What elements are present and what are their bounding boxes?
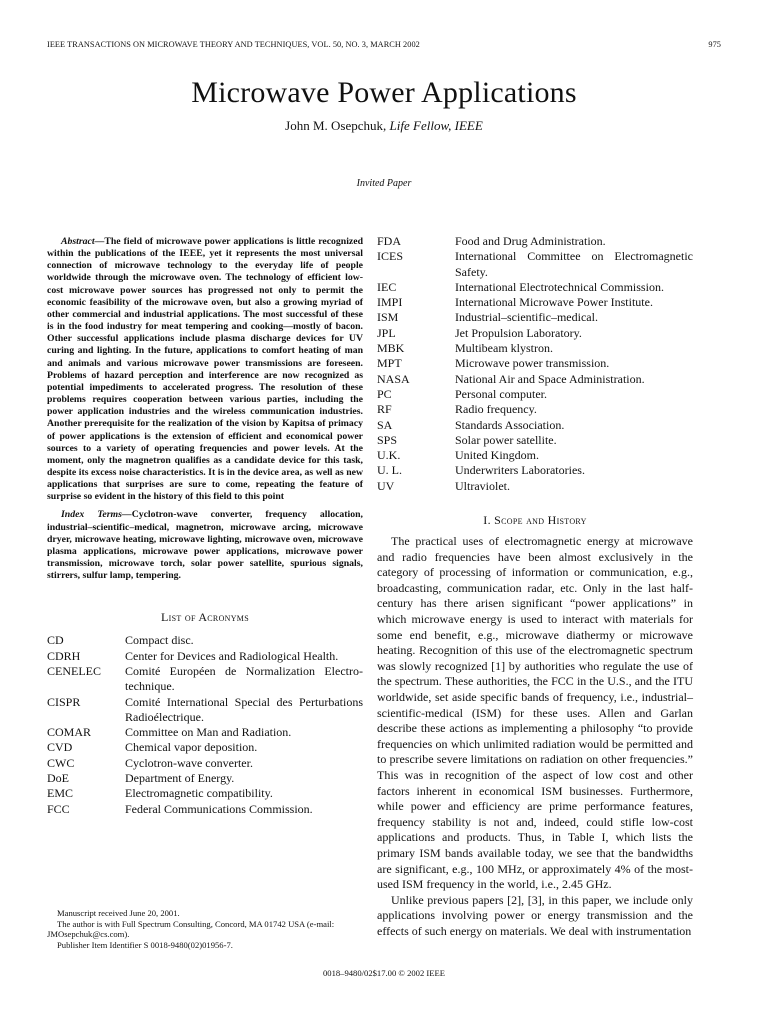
- acronym-row: [47, 786, 363, 801]
- acronym-definition: International Electrotechnical Commission.: [455, 279, 664, 294]
- acronym-abbr: FDA: [377, 234, 402, 248]
- acronym-row: [47, 633, 363, 648]
- acronym-abbr: DoE: [47, 771, 69, 786]
- acronym-definition: International Committee on Electromagnetic Safety.: [455, 249, 693, 279]
- acronym-definition: United Kingdom.: [455, 448, 539, 463]
- acronym-definition: Chemical vapor deposition.: [125, 740, 258, 755]
- acronym-definition: Comité Européen de Normalization Electro-technique.: [125, 663, 363, 694]
- acronym-row: [47, 771, 363, 786]
- page-number: 975: [708, 40, 721, 49]
- copyright-footer: 0018–9480/02$17.00 © 2002 IEEE: [322, 968, 446, 978]
- author-line: [0, 118, 768, 134]
- acronym-row: [377, 433, 693, 448]
- acronym-abbr: ICES: [377, 249, 404, 264]
- acronym-abbr: CVD: [47, 740, 73, 755]
- acronym-row: [47, 802, 363, 817]
- acronym-abbr: U. L.: [377, 463, 402, 478]
- acronym-row: [377, 326, 693, 341]
- acronym-row: [377, 402, 693, 417]
- acronym-abbr: U.K.: [377, 448, 401, 463]
- acronym-abbr: CDRH: [47, 648, 81, 663]
- paper-title: Microwave Power Applications: [191, 76, 577, 109]
- acronym-abbr: CENELEC: [47, 663, 101, 678]
- acronym-abbr: FCC: [47, 801, 70, 816]
- acronym-abbr: ISM: [377, 310, 399, 325]
- acronym-abbr: IEC: [377, 279, 397, 294]
- section-heading: I. Scope and History: [483, 513, 587, 528]
- acronym-definition: Cyclotron-wave converter.: [125, 755, 253, 770]
- right-column: [377, 234, 693, 939]
- acronym-row: [47, 649, 363, 664]
- acronym-definition: Radio frequency.: [455, 402, 537, 417]
- acronym-row: [377, 356, 693, 371]
- acronym-row: [377, 387, 693, 402]
- acronym-abbr: UV: [377, 478, 395, 493]
- acronym-definition: Comité International Special des Perturbations Radioélectrique.: [125, 694, 363, 724]
- acronym-row: [377, 341, 693, 356]
- author-name: John M. Osepchuk,: [285, 118, 387, 133]
- acronym-abbr: CISPR: [47, 694, 81, 709]
- acronym-definition: Standards Association.: [455, 417, 565, 432]
- acronym-row: [377, 310, 693, 325]
- acronym-abbr: JPL: [377, 325, 396, 340]
- acronym-abbr: NASA: [377, 371, 410, 386]
- abstract-text: The field of microwave power applications is little recognized within the publications of the IEEE, yet it represents the most universal connection of microwave technology to the everyday life of people worldwide through the microwave oven. The technology of efficient low-cost microwave power sources has progressed not only to permit the economic feasibility of the microwave oven, but also a growing myriad of other commercial and industrial applications. The most successful of these is in the food industry for meat tempering and cooking—mostly of bacon. Other successful applications include plasma discharge devices for UV curing and lighting. In the future, applications to comfort heating of man and animals and various microwave power transmissions are foreseen. Problems of hazard perception and interference are now recognized as potential impediments to accelerated progress. The resolution of these problems requires cooperation between various parties, including the power application industries and the wireless communication industries. Another prerequisite for the realization of the vision by Kapitsa of primacy of power applications is the extension of efficient and economical power sources to a variety of operating frequencies and power levels. At the moment, only the magnetron qualifies as a candidate device for this task, despite its excess noise characteristics. It is in the device area, as well as new applications that surprises are sure to come, repeating the feature of surprise so evident in the history of this field to this point: [47, 236, 363, 503]
- acronym-abbr: CD: [47, 633, 64, 648]
- acronym-definition: Committee on Man and Radiation.: [125, 725, 292, 740]
- acronym-row: [47, 756, 363, 771]
- acronym-definition: Food and Drug Administration.: [455, 234, 606, 248]
- acronym-definition: Industrial–scientific–medical.: [455, 310, 598, 325]
- running-head: [47, 40, 721, 49]
- footnote: [47, 908, 363, 950]
- index-terms-text: Cyclotron-wave converter, frequency allocation, industrial–scientific–medical, magnetron, microwave arcing, microwave dryer, microwave heating, microwave lighting, microwave oven, microwave plasma applications, microwave power applications, microwave power transmission, microwave torch, solar power satellite, spurious signals, stirrers, sulfur lamp, tempering.: [47, 509, 363, 582]
- abstract-label: Abstract—: [61, 236, 105, 247]
- body-paragraph-2: Unlike previous papers [2], [3], in this paper, we include only applications involving power or energy transmission and the effects of such energy on materials. We deal with instrumentation: [377, 892, 693, 938]
- acronym-abbr: MPT: [377, 356, 402, 371]
- acronym-abbr: RF: [377, 402, 392, 417]
- acronym-definition: Solar power satellite.: [455, 432, 557, 447]
- acronym-list-right: [377, 234, 693, 494]
- footnote-line: The author is with Full Spectrum Consulting, Concord, MA 01742 USA (e-mail: JMOsepchuk@cs.com).: [47, 918, 335, 940]
- acronym-abbr: COMAR: [47, 725, 92, 740]
- acronym-definition: Compact disc.: [125, 633, 194, 648]
- acronym-definition: Jet Propulsion Laboratory.: [455, 325, 582, 340]
- acronym-definition: Multibeam klystron.: [455, 341, 553, 356]
- acronym-row: [377, 234, 693, 249]
- acronym-row: [377, 448, 693, 463]
- left-column: [47, 236, 363, 817]
- acronym-row: [377, 479, 693, 494]
- acronym-abbr: SA: [377, 417, 393, 432]
- acronym-abbr: MBK: [377, 341, 405, 356]
- acronyms-heading: List of Acronyms: [161, 610, 249, 625]
- index-terms: [47, 509, 363, 582]
- acronym-definition: Department of Energy.: [125, 771, 235, 786]
- acronym-row: [47, 664, 363, 695]
- acronym-definition: Personal computer.: [455, 386, 547, 401]
- acronym-row: [377, 372, 693, 387]
- author-affiliation: Life Fellow, IEEE: [389, 118, 483, 133]
- acronym-definition: Electromagnetic compatibility.: [125, 786, 273, 801]
- body-paragraph-1: The practical uses of electromagnetic energy at microwave and radio frequencies have been almost exclusively in the category of processing of information or communication, e.g., broadcasting, communication radar, etc. Only in the last half-century has there arisen significant “power applications” in which microwave energy is used to interact with materials for some end benefit, e.g., microwave diathermy or microwave heating. Recognition of this use of the electromagnetic spectrum was slowly recognized [1] by authorities who regulate the use of the spectrum. These authorities, the FCC in the U.S., and the ITU worldwide, set aside specific bands of frequency, i.e., industrial–scientific-medical (ISM) for these uses. Allen and Garlan describe these actions as implementing a philosophy “to provide frequencies on which unlimited radiation would be permitted and to prescribe severe limitations on radiation on other frequencies.” This was in recognition of the aspect of low cost and other factors inherent in economical ISM businesses. Furthermore, while power and efficiency are prime performance features, frequency stability is not and, indeed, could stifle low-cost applications and products. Thus, in Table I, which lists the primary ISM bands available today, we see that the bandwidths are significant, e.g., 100 MHz, or approximately 4% of the most-used ISM frequency in the world, i.e., 2.45 GHz.: [377, 534, 693, 892]
- acronym-abbr: IMPI: [377, 295, 403, 310]
- acronym-definition: Federal Communications Commission.: [125, 801, 313, 816]
- paper-type: Invited Paper: [356, 178, 412, 189]
- journal-citation: IEEE TRANSACTIONS ON MICROWAVE THEORY AND TECHNIQUES, VOL. 50, NO. 3, MARCH 2002: [47, 40, 420, 49]
- acronym-definition: National Air and Space Administration.: [455, 371, 645, 386]
- acronym-row: [377, 418, 693, 433]
- acronym-abbr: EMC: [47, 786, 74, 801]
- acronym-row: [47, 740, 363, 755]
- acronym-list-left: [47, 633, 363, 817]
- acronym-abbr: SPS: [377, 432, 398, 447]
- acronym-row: [47, 695, 363, 726]
- abstract: [47, 236, 363, 503]
- acronym-row: [377, 280, 693, 295]
- acronym-definition: International Microwave Power Institute.: [455, 295, 653, 310]
- acronym-row: [47, 725, 363, 740]
- acronym-abbr: PC: [377, 386, 392, 401]
- acronym-definition: Underwriters Laboratories.: [455, 463, 585, 478]
- acronym-definition: Ultraviolet.: [455, 478, 510, 493]
- acronym-definition: Center for Devices and Radiological Health.: [125, 648, 339, 663]
- acronym-row: [377, 295, 693, 310]
- acronym-row: [377, 463, 693, 478]
- footnote-line: Manuscript received June 20, 2001.: [57, 908, 180, 918]
- index-terms-label: Index Terms—: [61, 509, 132, 521]
- acronym-abbr: CWC: [47, 755, 75, 770]
- acronym-row: [377, 249, 693, 280]
- acronym-definition: Microwave power transmission.: [455, 356, 610, 371]
- footnote-line: Publisher Item Identifier S 0018-9480(02)01956-7.: [57, 939, 233, 950]
